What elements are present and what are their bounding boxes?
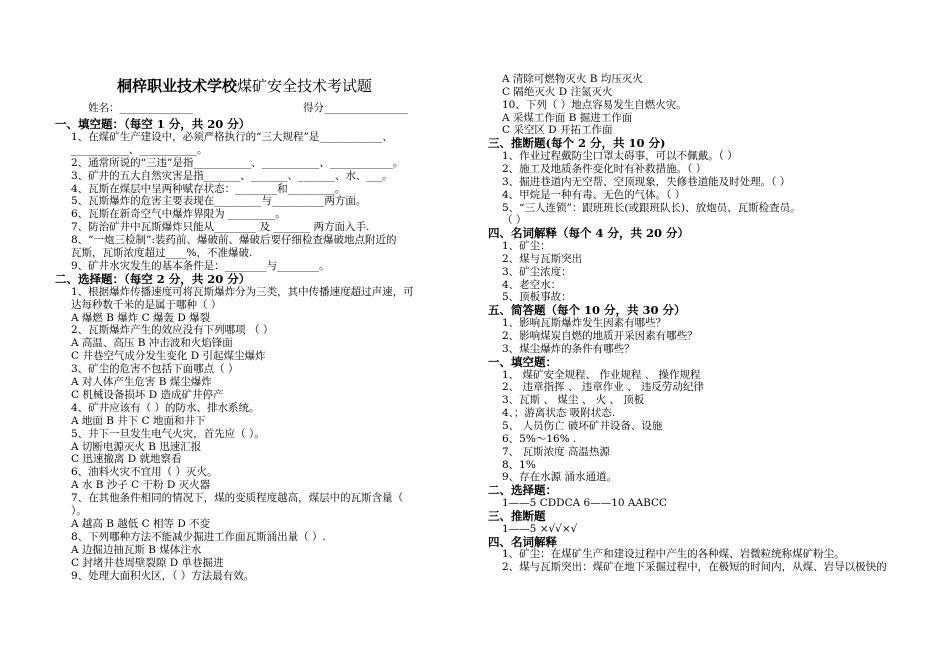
text-line: 3、瓦斯 、 煤尘 、 火 、 顶板 [502, 394, 645, 407]
text-line: 3、掘进巷道内无空帮、空顶现象，失修巷道能及时处理。（ ） [502, 175, 791, 188]
text-line: 9、矿井水灾发生的基本条件是：________与________。 [71, 259, 330, 272]
text-line: （ ） [502, 214, 527, 227]
section-heading: 四、名词解释 [488, 534, 557, 549]
text-line: 4、老空水： [502, 278, 562, 291]
title-school: 桐梓职业技术学校 [117, 77, 238, 95]
text-line: 6、5%～16% . [502, 432, 577, 445]
text-line: 4、瓦斯在煤层中呈两种赋存状态：________和_________。 [71, 182, 346, 195]
text-line: 1、 煤矿安全规程、 作业规程 、 操作规程 [502, 368, 701, 381]
section-heading: 一、填空题： [488, 354, 557, 369]
text-line: A 对人体产生危害 B 煤尘爆炸 [71, 376, 212, 388]
name-field: 姓名：______________ [88, 102, 193, 114]
text-line: C 机械设备损坏 D 造成矿井停产 [71, 388, 224, 401]
exam-title [117, 77, 373, 95]
text-line: 7、 瓦斯浓度 高温热源 [502, 445, 610, 458]
text-line: 6、瓦斯在新奇空气中爆炸界限为 _________。 [71, 208, 286, 221]
text-line: 1、作业过程戴防尘口罩太碍事，可以不佩戴。（ ） [502, 150, 738, 163]
text-line: 5、瓦斯爆炸的危害主要表现在_________与__________两方面。 [71, 195, 367, 208]
text-line: 2、施工及地质条件变化时有补救措施。（ ） [502, 162, 707, 175]
text-line: 3、矿井的五大自然灾害是指_______、_______、_______、水、___。 [71, 169, 393, 182]
text-line: 3、矿尘浓度： [502, 265, 572, 278]
text-line: 10、下列（ ）地点容易发生自燃火灾。 [502, 98, 687, 111]
text-line: A 边掘边抽瓦斯 B 煤体注水 [71, 543, 202, 556]
text-line: 1——5 CDDCA 6——10 AABCC [502, 497, 668, 510]
text-line: 1、在煤矿生产建设中，必须严格执行的“三大规程”是____________、 [71, 130, 393, 143]
text-line: 7、防治矿井中瓦斯爆炸只能从________ 及 _______ 两方面入手. [71, 221, 370, 234]
text-line: 9、处理大面积火区，（ ）方法最有效。 [71, 569, 255, 582]
text-line: A 越高 B 越低 C 相等 D 不变 [71, 517, 211, 530]
text-line: 2、煤与瓦斯突出：煤矿在地下采掘过程中，在极短的时间内，从煤、岩导以极快的 [502, 561, 887, 574]
text-line: 6、油料火灾不宜用（ ）灭火。 [71, 466, 218, 479]
text-line: A 水 B 沙子 C 干粉 D 灭火器 [71, 479, 211, 492]
text-line: C 井巷空气成分发生变化 D 引起煤尘爆炸 [71, 350, 266, 363]
text-line: 4、；游离状态 吸附状态. [502, 407, 616, 420]
text-line: 8、下列哪种方法不能减少掘进工作面瓦斯涌出量（ ）. [71, 530, 326, 543]
section-heading: 三、推断题(每个 2 分，共 10 分) [488, 136, 666, 151]
text-line: 5、 人员伤亡 破坏矿井设备、设施 [502, 419, 663, 432]
text-line: C 迅速撤离 D 就地察看 [71, 453, 182, 466]
score-field: 得分________________ [303, 102, 408, 114]
text-line: A 清除可燃物灭火 B 均压灭火 [502, 73, 643, 85]
text-line: 2、煤与瓦斯突出 [502, 252, 583, 265]
text-line: C 封堵井巷周壁裂隙 D 单巷掘进 [71, 556, 224, 569]
text-line: A 地面 B 井下 C 地面和井下 [71, 414, 206, 427]
text-line: 5、“三人连锁”：跟班班长(或跟班队长)、放炮员、瓦斯检查员。 [502, 201, 801, 214]
title-subject: 煤矿安全技术考试题 [237, 77, 373, 95]
text-line: 1、矿尘： [502, 240, 551, 253]
text-line: 5、顶板事故： [502, 291, 572, 304]
text-line: A 爆燃 B 爆炸 C 爆轰 D 爆裂 [71, 311, 211, 324]
text-line: ___________、___________。 [71, 143, 208, 156]
text-line: 2、影响煤炭自燃的地质开采因素有哪些？ [502, 330, 698, 342]
text-line: C 隔绝灭火 D 注氮灭火 [502, 85, 613, 98]
text-line: 瓦斯，瓦斯浓度超过____%，不准爆破. [71, 247, 253, 259]
text-line: 3、矿尘的危害不包括下面哪点（ ） [71, 363, 239, 376]
section-heading: 二、选择题：（每空 2 分，共 20 分） [55, 271, 251, 286]
text-line: 1、矿尘：在煤矿生产和建设过程中产生的各种煤、岩微粒统称煤矿粉尘。 [502, 548, 845, 561]
text-line: 4、甲烷是一种有毒、无色的气体。（ ） [502, 188, 686, 201]
text-line: A 采煤工作面 B 掘进工作面 [502, 111, 633, 124]
text-line: 3、煤尘爆炸的条件有哪些？ [502, 342, 635, 355]
text-line: 2、 违章指挥 、 违章作业 、 违反劳动纪律 [502, 381, 704, 394]
section-heading: 五、简答题（每个 10 分，共 30 分） [488, 303, 686, 318]
section-heading: 一、填空题：（每空 1 分，共 20 分） [55, 117, 251, 131]
text-line: 2、通常所说的“三违”是指___________、___________、____________。 [71, 156, 404, 169]
text-line: 1——5 ×√√×√ [502, 522, 578, 535]
text-line: 1、根据爆炸传播速度可将瓦斯爆炸分为三类，其中传播速度超过声速，可 [71, 285, 414, 298]
text-line: 7、在其他条件相同的情况下，煤的变质程度越高，煤层中的瓦斯含量（ [71, 492, 404, 505]
text-line: ）。 [71, 505, 87, 517]
text-line: A 切断电源灭火 B 迅速汇报 [71, 440, 202, 453]
text-line: A 高温、高压 B 冲击波和火焰锋面 [71, 337, 233, 350]
text-line: C 采空区 D 开拓工作面 [502, 124, 613, 137]
text-line: 4、矿井应该有（ ）的防水、排水系统。 [71, 401, 260, 414]
text-line: 1、影响瓦斯爆炸发生因素有哪些？ [502, 317, 667, 330]
section-heading: 三、推断题 [488, 508, 546, 523]
text-line: 达每秒数千米的是属于哪种（ ） [71, 298, 222, 311]
text-line: 2、瓦斯爆炸产生的效应没有下列哪项 （ ） [71, 324, 274, 337]
section-heading: 二、选择题： [488, 483, 557, 498]
text-line: 5、井下一旦发生电气火灾，首先应（ ）。 [71, 427, 265, 440]
text-line: 8、1% [502, 458, 536, 471]
text-line: 9、存在水源 涌水通道。 [502, 471, 618, 484]
section-heading: 四、名词解释（每个 4 分，共 20 分） [488, 226, 690, 241]
text-line: 8、“一炮三检制”:装药前、爆破前、爆破后要仔细检查爆破地点附近的 [71, 234, 397, 247]
